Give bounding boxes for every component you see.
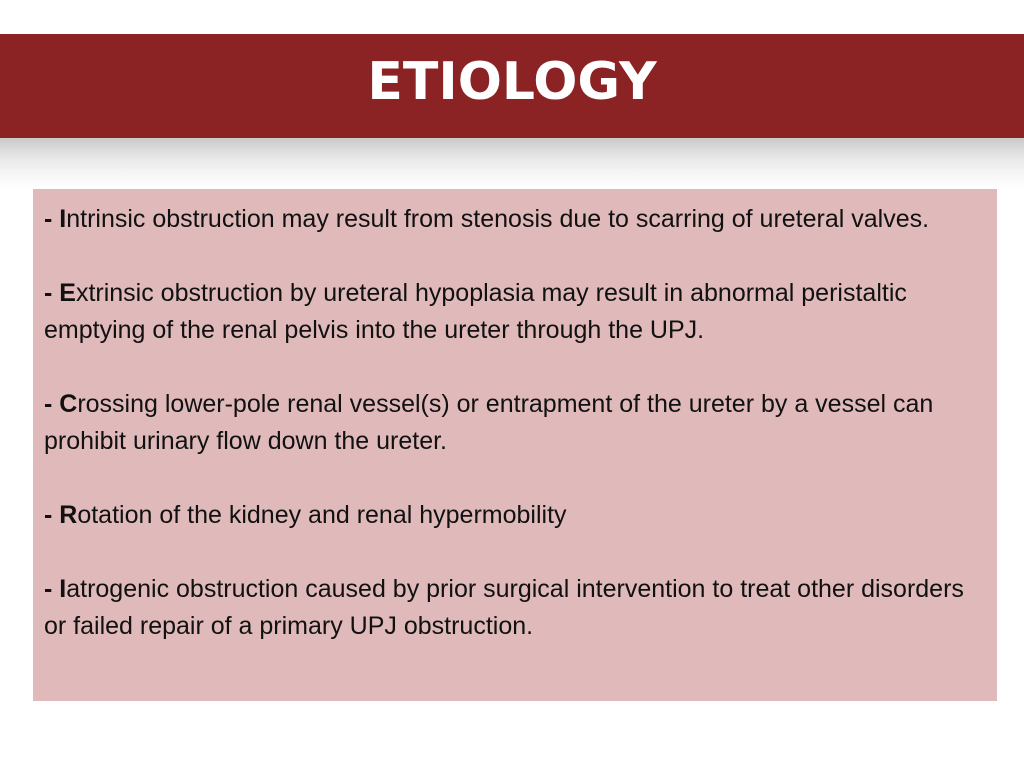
- bullet-text: xtrinsic obstruction by ureteral hypoplasia may result in abnormal peristaltic emptying of the renal pelvis into the ureter through the UPJ.: [44, 279, 907, 344]
- bullet-lead: - I: [44, 205, 67, 233]
- bullet-lead: - E: [44, 279, 76, 307]
- bullet-text: rossing lower-pole renal vessel(s) or entrapment of the ureter by a vessel can prohibit urinary flow down the ureter.: [44, 390, 934, 455]
- title-bar-shadow: [0, 138, 1024, 190]
- bullet-iatrogenic: [44, 571, 987, 645]
- bullet-extrinsic: [44, 275, 987, 349]
- bullet-lead: - R: [44, 501, 78, 529]
- title-bar: [0, 34, 1024, 138]
- bullet-rotation: [44, 497, 987, 534]
- content-box: [33, 189, 997, 701]
- bullet-text: atrogenic obstruction caused by prior surgical intervention to treat other disorders or failed repair of a primary UPJ obstruction.: [44, 575, 964, 640]
- bullet-text: otation of the kidney and renal hypermobility: [77, 501, 567, 529]
- bullet-text: ntrinsic obstruction may result from stenosis due to scarring of ureteral valves.: [66, 205, 930, 233]
- bullet-lead: - C: [44, 390, 78, 418]
- slide-title: ETIOLOGY: [367, 52, 657, 112]
- bullet-lead: - I: [44, 575, 67, 603]
- bullet-crossing: [44, 386, 987, 460]
- bullet-intrinsic: [44, 201, 987, 238]
